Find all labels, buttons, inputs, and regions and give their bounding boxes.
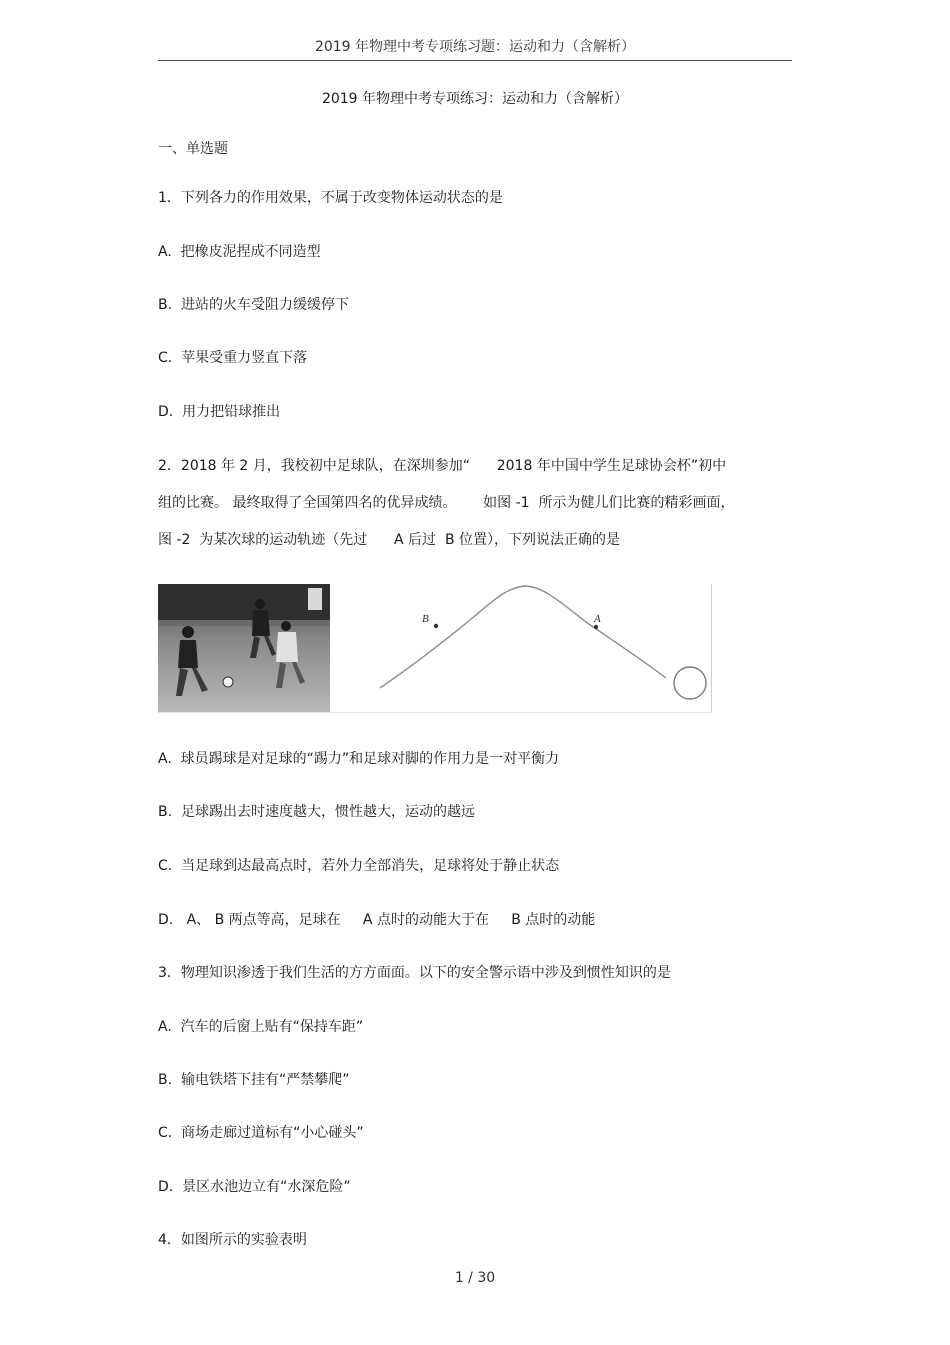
point-a-label: A <box>594 613 601 625</box>
question-2-figure <box>158 584 712 713</box>
question-3-option-c: C. 商场走廊过道标有“小心碰头” <box>158 1125 364 1141</box>
question-2-stem-line-1: 2．2018 年 2 月，我校初中足球队，在深圳参加“ 2018 年中国中学生足球协会杯”初中 <box>158 458 727 474</box>
ball-outline <box>674 667 706 699</box>
question-3-option-d: D. 景区水池边立有“水深危险” <box>158 1179 351 1195</box>
question-2-option-b: B. 足球踢出去时速度越大，惯性越大，运动的越远 <box>158 804 475 820</box>
question-2-stem-line-2: 组的比赛。 最终取得了全国第四名的优异成绩。 如图 -1 所示为健儿们比赛的精彩画面， <box>158 495 735 511</box>
question-3-option-a: A. 汽车的后窗上贴有“保持车距” <box>158 1019 364 1035</box>
point-a-marker <box>594 625 598 629</box>
question-1-option-c: C. 苹果受重力竖直下落 <box>158 350 308 366</box>
header-divider <box>158 60 792 61</box>
point-b-marker <box>434 624 438 628</box>
trajectory-path <box>380 586 666 688</box>
question-1-option-a: A. 把橡皮泥捏成不同造型 <box>158 244 321 260</box>
question-1-option-b: B. 进站的火车受阻力缓缓停下 <box>158 297 349 313</box>
question-2-option-a: A. 球员踢球是对足球的“踢力”和足球对脚的作用力是一对平衡力 <box>158 751 560 767</box>
question-2-stem-line-3: 图 -2 为某次球的运动轨迹（先过 A 后过 B 位置），下列说法正确的是 <box>158 532 620 548</box>
point-b-label: B <box>422 613 429 625</box>
question-2-option-d: D. A、 B 两点等高，足球在 A 点时的动能大于在 B 点时的动能 <box>158 912 596 928</box>
ball-trajectory-diagram <box>358 584 710 712</box>
question-2-option-c: C. 当足球到达最高点时，若外力全部消失，足球将处于静止状态 <box>158 858 560 874</box>
soccer-match-photo <box>158 584 330 712</box>
question-1-stem: 1．下列各力的作用效果，不属于改变物体运动状态的是 <box>158 190 503 206</box>
document-title: 2019 年物理中考专项练习：运动和力（含解析） <box>321 91 629 107</box>
section-heading: 一、单选题 <box>158 141 228 157</box>
question-4-stem: 4．如图所示的实验表明 <box>158 1232 307 1248</box>
question-3-stem: 3．物理知识渗透于我们生活的方方面面。以下的安全警示语中涉及到惯性知识的是 <box>158 965 671 981</box>
question-3-option-b: B. 输电铁塔下挂有“严禁攀爬” <box>158 1072 350 1088</box>
question-1-option-d: D. 用力把铅球推出 <box>158 404 281 420</box>
page-number: 1 / 30 <box>454 1270 496 1286</box>
running-header: 2019 年物理中考专项练习题：运动和力（含解析） <box>314 39 636 55</box>
